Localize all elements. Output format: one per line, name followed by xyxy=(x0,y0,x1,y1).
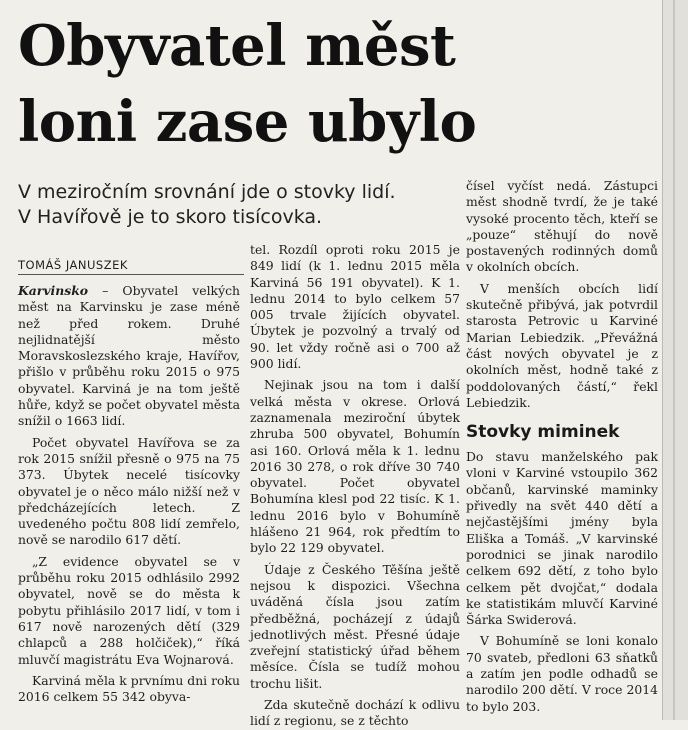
paragraph: Do stavu manželského pak vloni v Karviné vstoupilo 362 občanů, karvinské maminky přivedly na svět 440 dětí a nejčastějšími jmény byla Eliška a Tomáš. „V karvinské porodnici se jinak narodilo celkem 692 dětí, z toho bylo celkem pět dvojčat,“ dodala ke statistikám mluvčí Karviné Šárka Swiderová. xyxy=(466,449,658,628)
paragraph: V menších obcích lidí skutečně přibývá, jak potvrdil starosta Petrovic u Karviné Marian Lebiedzik. „Převážná část nových obyvatel je z okolních měst, hodně také z poddolovaných částí,“ řekl Lebiedzik. xyxy=(466,280,658,410)
lead-text: – Obyvatel velkých měst na Karvinsku je zase méně než před rokem. Druhé nejlidnatější město Moravskoslezského kraje, Havířov, přišlo v průběhu roku 2015 o 975 obyvatel. Karviná je na tom ještě hůře, když se počet obyvatel města snížil o 1663 lidí. xyxy=(18,283,240,429)
paragraph: tel. Rozdíl oproti roku 2015 je 849 lidí (k 1. lednu 2015 měla Karviná 56 191 obyvatel). K 1. lednu 2014 to bylo celkem 57 005 trvale žijících obyvatel. Úbytek je pozvolný a trvalý od 90. let vždy ročně asi o 700 až 900 lidí. xyxy=(250,242,460,372)
paragraph: V Bohumíně se loni konalo 70 svateb, předloni 63 sňatků a zatím jen podle odhadů se narodilo 200 dětí. V roce 2014 to bylo 203. xyxy=(466,633,658,714)
paragraph: Počet obyvatel Havířova se za rok 2015 snížil přesně o 975 na 75 373. Úbytek necelé tisícovky obyvatel je o něco málo nižší než v předcházejících letech. Z uvedeného počtu 808 lidí zemřelo, nově se narodilo 617 dětí. xyxy=(18,434,240,548)
headline-line-1: Obyvatel měst xyxy=(18,13,456,79)
article-column-3 xyxy=(466,178,658,715)
paragraph: čísel vyčíst nedá. Zástupci měst shodně tvrdí, že je také vysoké procento těch, kteří se „pouze“ stěhují do nově postavených rodinných domů v okolních obcích. xyxy=(466,178,658,275)
lead-place: Karvinsko xyxy=(18,283,89,298)
subheadline xyxy=(18,180,448,230)
article-column-1 xyxy=(18,283,240,705)
paragraph: Údaje z Českého Těšína ještě nejsou k dispozici. Všechna uváděná čísla jsou zatím předběžná, pocházejí z údajů jednotlivých měst. Přesné údaje zveřejní statistický úřad během měsíce. Čísla se tudíž mohou trochu lišit. xyxy=(250,561,460,691)
paragraph: „Z evidence obyvatel se v průběhu roku 2015 odhlásilo 2992 obyvatel, nově se do města k pobytu přihlásilo 2017 lidí, v tom i 617 nově narozených dětí (329 chlapců a 288 holčiček),“ říká mluvčí magistrátu Eva Wojnarová. xyxy=(18,553,240,667)
byline: TOMÁŠ JANUSZEK xyxy=(18,258,244,275)
subhead-line-1: V meziročním srovnání jde o stovky lidí. xyxy=(18,181,396,203)
article-column-2 xyxy=(250,242,460,730)
paragraph: Nejinak jsou na tom i další velká města v okrese. Orlová zaznamenala meziroční úbytek zhruba 500 obyvatel, Bohumín asi 160. Orlová měla k 1. lednu 2016 30 278, o rok dříve 30 740 obyvatel. Počet obyvatel Bohumína klesl pod 22 tisíc. K 1. lednu 2016 bylo v Bohumíně hlášeno 21 964, rok předtím to bylo 22 129 obyvatel. xyxy=(250,377,460,556)
subhead-line-2: V Havířově je to skoro tisícovka. xyxy=(18,206,323,228)
lead-paragraph xyxy=(18,283,240,430)
headline xyxy=(18,8,658,160)
crosshead: Stovky miminek xyxy=(466,422,620,443)
paragraph: Karviná měla k prvnímu dni roku 2016 celkem 55 342 obyva- xyxy=(18,672,240,705)
headline-line-2: loni zase ubylo xyxy=(18,89,477,155)
paragraph: Zda skutečně dochází k odlivu lidí z regionu, se z těchto xyxy=(250,697,460,729)
adjacent-page-edge xyxy=(662,0,688,720)
